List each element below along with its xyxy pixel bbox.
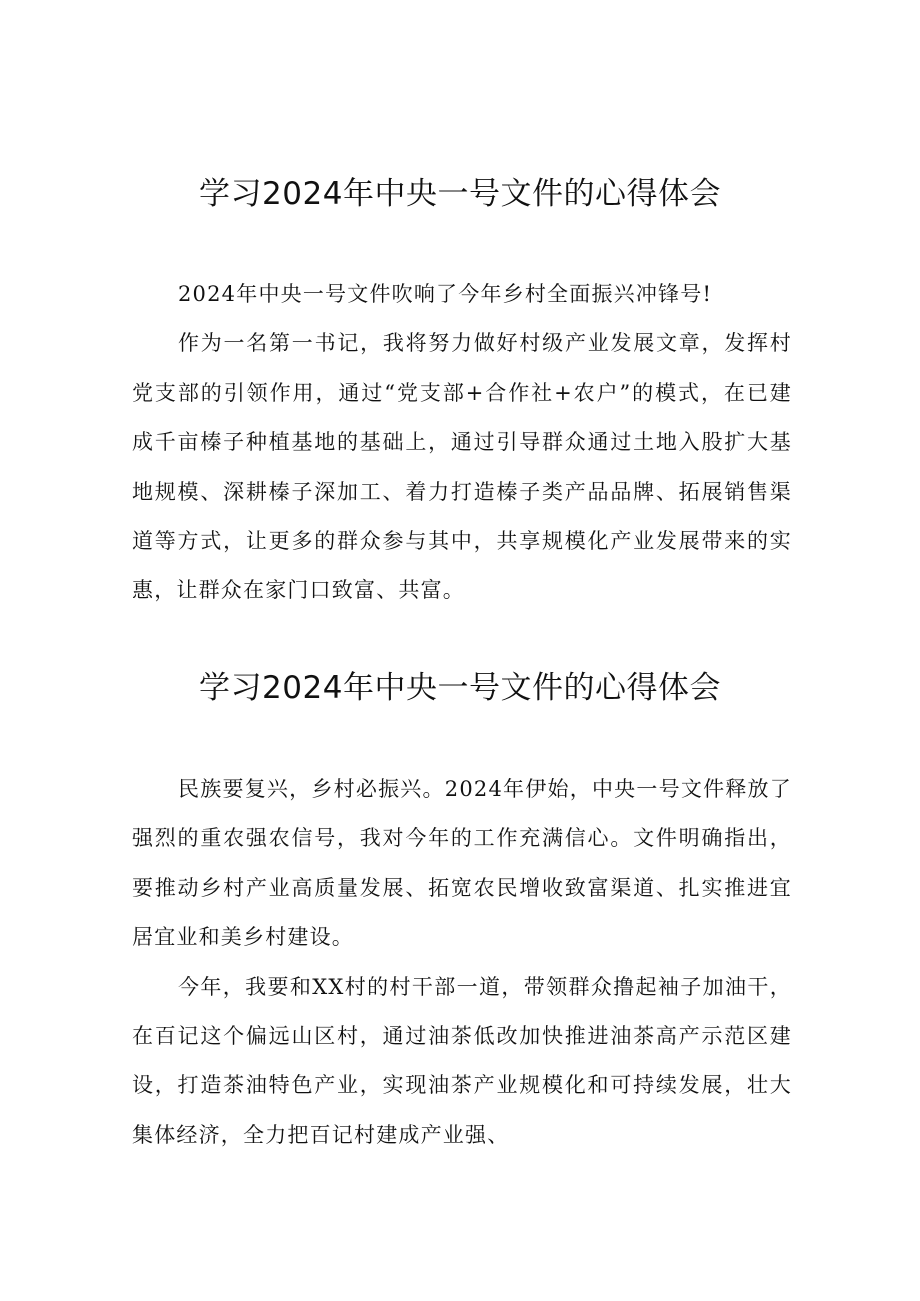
section-body xyxy=(132,765,792,1160)
section-title: 学习2024年中央一号文件的心得体会 xyxy=(199,176,721,212)
section-title: 学习2024年中央一号文件的心得体会 xyxy=(199,670,721,706)
paragraph: 2024年中央一号文件吹响了今年乡村全面振兴冲锋号! xyxy=(178,282,713,306)
paragraph: 民族要复兴，乡村必振兴。2024年伊始，中央一号文件释放了强烈的重农强农信号，我对今年的工作充满信心。文件明确指出，要推动乡村产业高质量发展、拓宽农民增收致富渠道、扎实推进宜居宜业和美乡村建设。 xyxy=(132,777,792,950)
paragraph: 作为一名第一书记，我将努力做好村级产业发展文章，发挥村党支部的引领作用，通过“党支部+合作社+农户”的模式，在已建成千亩榛子种植基地的基础上，通过引导群众通过土地入股扩大基地规模、深耕榛子深加工、着力打造榛子类产品品牌、拓展销售渠道等方式，让更多的群众参与其中，共享规模化产业发展带来的实惠，让群众在家门口致富、共富。 xyxy=(132,331,792,603)
section-body xyxy=(132,270,792,616)
paragraph: 今年，我要和XX村的村干部一道，带领群众撸起袖子加油干，在百记这个偏远山区村，通过油茶低改加快推进油茶高产示范区建设，打造茶油特色产业，实现油茶产业规模化和可持续发展，壮大集体经济，全力把百记村建成产业强、 xyxy=(132,974,792,1147)
